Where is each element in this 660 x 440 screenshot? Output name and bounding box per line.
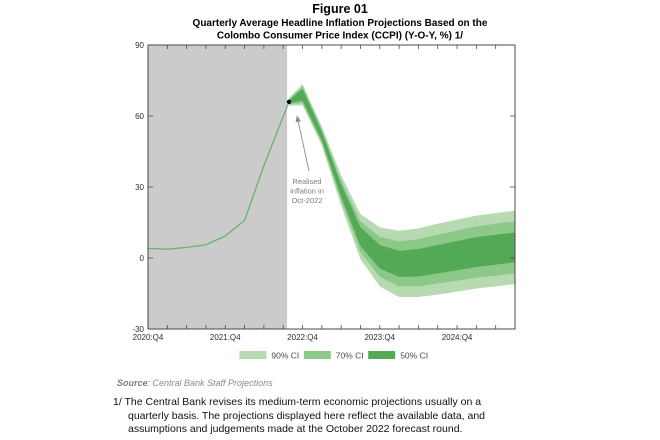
source-text: : Central Bank Staff Projections bbox=[147, 378, 273, 388]
y-tick-label: 90 bbox=[135, 40, 144, 50]
figure-subtitle-line1: Quarterly Average Headline Inflation Projections Based on the bbox=[192, 18, 488, 29]
realised-period-shading bbox=[148, 45, 287, 329]
footnote-line-1: 1/ The Central Bank revises its medium-term economic projections usually on a bbox=[113, 396, 482, 408]
legend-item bbox=[239, 351, 299, 361]
y-tick-label: -30 bbox=[132, 324, 144, 334]
annotation-arrow bbox=[297, 116, 309, 171]
annotation-line-3: Oct-2022 bbox=[291, 196, 323, 205]
x-tick-label: 2020:Q4 bbox=[132, 333, 164, 342]
legend-swatch bbox=[239, 351, 266, 359]
footnote bbox=[113, 396, 563, 437]
y-tick-label: 0 bbox=[139, 253, 144, 263]
annotation-line-1: Realised bbox=[292, 177, 322, 186]
realised-end-dot bbox=[287, 100, 291, 104]
x-tick-label: 2022:Q4 bbox=[287, 333, 318, 342]
x-tick-label: 2024:Q4 bbox=[441, 333, 473, 342]
legend-swatch bbox=[368, 351, 395, 359]
y-tick-label: 60 bbox=[135, 111, 144, 121]
figure-subtitle-line2: Colombo Consumer Price Index (CCPI) (Y-O-Y, %) 1/ bbox=[216, 30, 464, 42]
y-tick-label: 30 bbox=[135, 182, 144, 192]
figure-number: Figure 01 bbox=[312, 2, 368, 16]
legend-item bbox=[368, 351, 428, 361]
footnote-line-2: quarterly basis. The projections displayed here reflect the available data, and bbox=[128, 409, 486, 422]
source-line bbox=[117, 378, 273, 388]
legend-item-label: 90% CI bbox=[271, 350, 300, 361]
source-label: Source bbox=[117, 378, 148, 388]
legend-item bbox=[304, 351, 364, 361]
legend bbox=[239, 351, 428, 361]
annotation-line-2: inflation in bbox=[290, 186, 324, 196]
legend-item-label: 70% CI bbox=[335, 350, 364, 361]
footnote-line-3: assumptions and judgements made at the October 2022 forecast round. bbox=[128, 423, 463, 435]
x-tick-label: 2021:Q4 bbox=[209, 333, 241, 342]
x-tick-label: 2023:Q4 bbox=[364, 333, 396, 342]
legend-item-label: 50% CI bbox=[400, 350, 429, 361]
legend-swatch bbox=[304, 351, 331, 359]
